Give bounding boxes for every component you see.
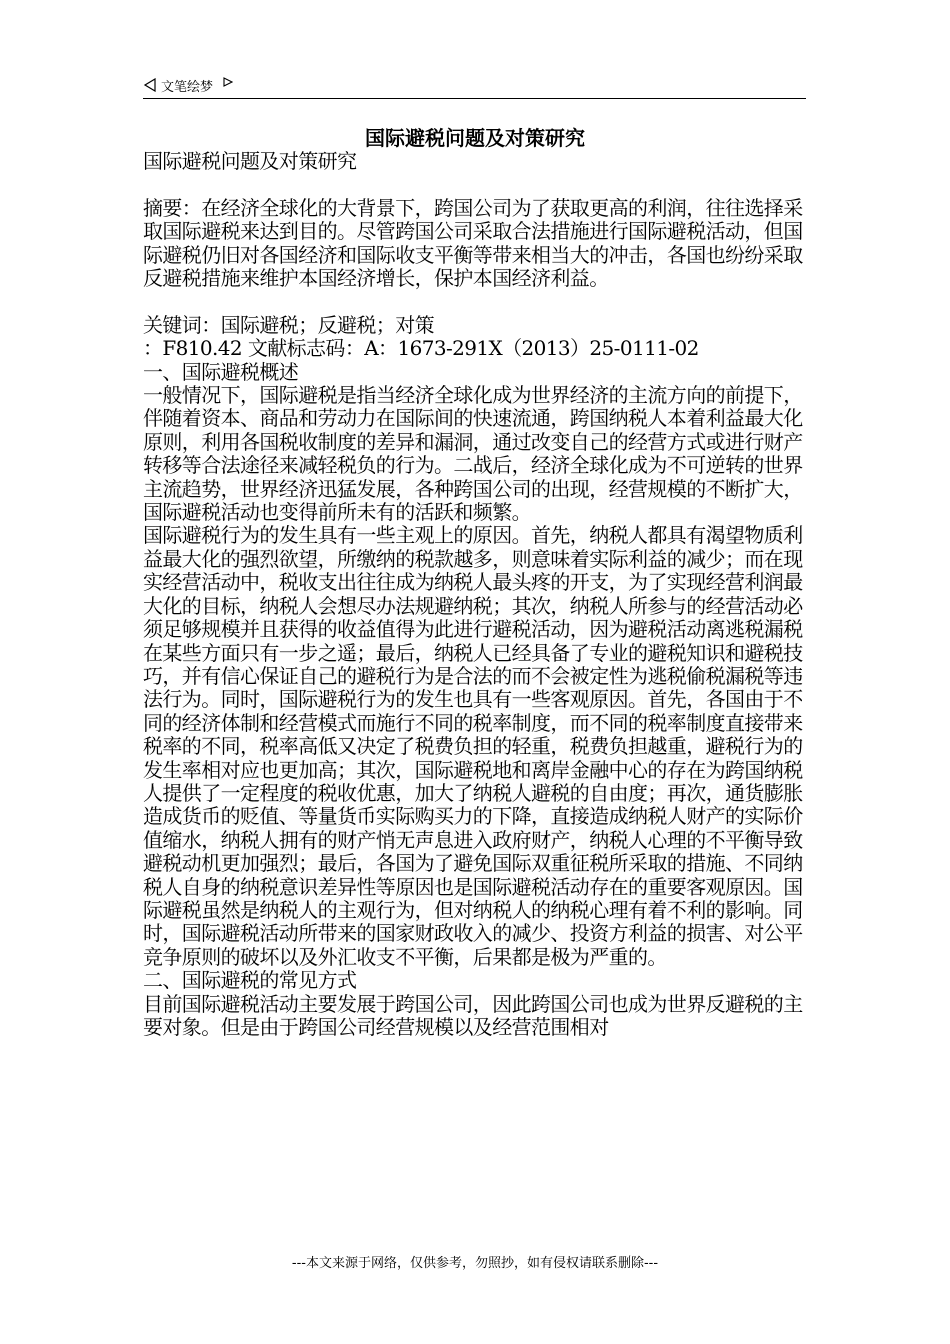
section-heading-2: 二、国际避税的常见方式	[143, 968, 357, 993]
keywords-line: 关键词：国际避税；反避税；对策	[143, 312, 434, 337]
section2-paragraph-1: 目前国际避税活动主要发展于跨国公司，因此跨国公司也成为世界反避税的主要对象。但是由于跨国公司经营规模以及经营范围相对	[143, 991, 803, 1039]
section-heading-1: 一、国际避税概述	[143, 359, 299, 384]
blank-line	[143, 173, 806, 196]
document-body	[143, 150, 806, 1039]
section1-paragraph-2: 国际避税行为的发生具有一些主观上的原因。首先，纳税人都具有渴望物质利益最大化的强烈欲望，所缴纳的税款越多，则意味着实际利益的减少；而在现实经营活动中，税收支出往往成为纳税人最头疼的开支，为了实现经营利润最大化的目标，纳税人会想尽办法规避纳税；其次，纳税人所参与的经营活动必须足够规模并且获得的收益值得为此进行避税活动，因为避税活动离逃税漏税在某些方面只有一步之遥；最后，纳税人已经具备了专业的避税知识和避税技巧，并有信心保证自己的避税行为是合法的而不会被定性为逃税偷税漏税等违法行为。同时，国际避税行为的发生也具有一些客观原因。首先，各国由于不同的经济体制和经营模式而施行不同的税率制度，而不同的税率制度直接带来税率的不同，税率高低又决定了税费负担的轻重，税费负担越重，避税行为的发生率相对应也更加高；其次，国际避税地和离岸金融中心的存在为跨国纳税人提供了一定程度的税收优惠，加大了纳税人避税的自由度；再次，通货膨胀造成货币的贬值、等量货币实际购买力的下降，直接造成纳税人财产的实际价值缩水，纳税人拥有的财产悄无声息进入政府财产，纳税人心理的不平衡导致避税动机更加强烈；最后，各国为了避免国际双重征税所采取的措施、不同纳税人自身的纳税意识差异性等原因也是国际避税活动存在的重要客观原因。国际避税虽然是纳税人的主观行为，但对纳税人的纳税心理有着不利的影响。同时，国际避税活动所带来的国家财政收入的减少、投资方利益的损害、对公平竞争原则的破坏以及外汇收支不平衡，后果都是极为严重的。	[143, 523, 803, 969]
section1-paragraph-1: 一般情况下，国际避税是指当经济全球化成为世界经济的主流方向的前提下，伴随着资本、商品和劳动力在国际间的快速流通，跨国纳税人本着利益最大化原则，利用各国税收制度的差异和漏洞，通过改变自己的经营方式或进行财产转移等合法途径来减轻税负的行为。二战后，经济全球化成为不可逆转的世界主流趋势，世界经济迅猛发展，各种跨国公司的出现，经营规模的不断扩大，国际避税活动也变得前所未有的活跃和频繁。	[143, 383, 803, 525]
triangle-left-outline-icon	[143, 78, 157, 92]
page-footer-notice: ---本文来源于网络，仅供参考，勿照抄，如有侵权请联系删除---	[291, 1256, 659, 1271]
blank-line	[143, 290, 806, 313]
page-header	[143, 72, 806, 99]
triangle-right-outline-icon	[223, 77, 233, 87]
document-title: 国际避税问题及对策研究	[365, 126, 585, 150]
classification-line: ：F810.42 文献标志码：A：1673-291X（2013）25-0111-02	[143, 336, 699, 361]
header-brand: 文笔绘梦	[161, 79, 214, 95]
abstract-paragraph: 摘要：在经济全球化的大背景下，跨国公司为了获取更高的利润，往往选择采取国际避税来达到目的。尽管跨国公司采取合法措施进行国际避税活动，但国际避税仍旧对各国经济和国际收支平衡等带来相当大的冲击，各国也纷纷采取反避税措施来维护本国经济增长，保护本国经济利益。	[143, 195, 803, 291]
document-subtitle: 国际避税问题及对策研究	[143, 149, 357, 173]
